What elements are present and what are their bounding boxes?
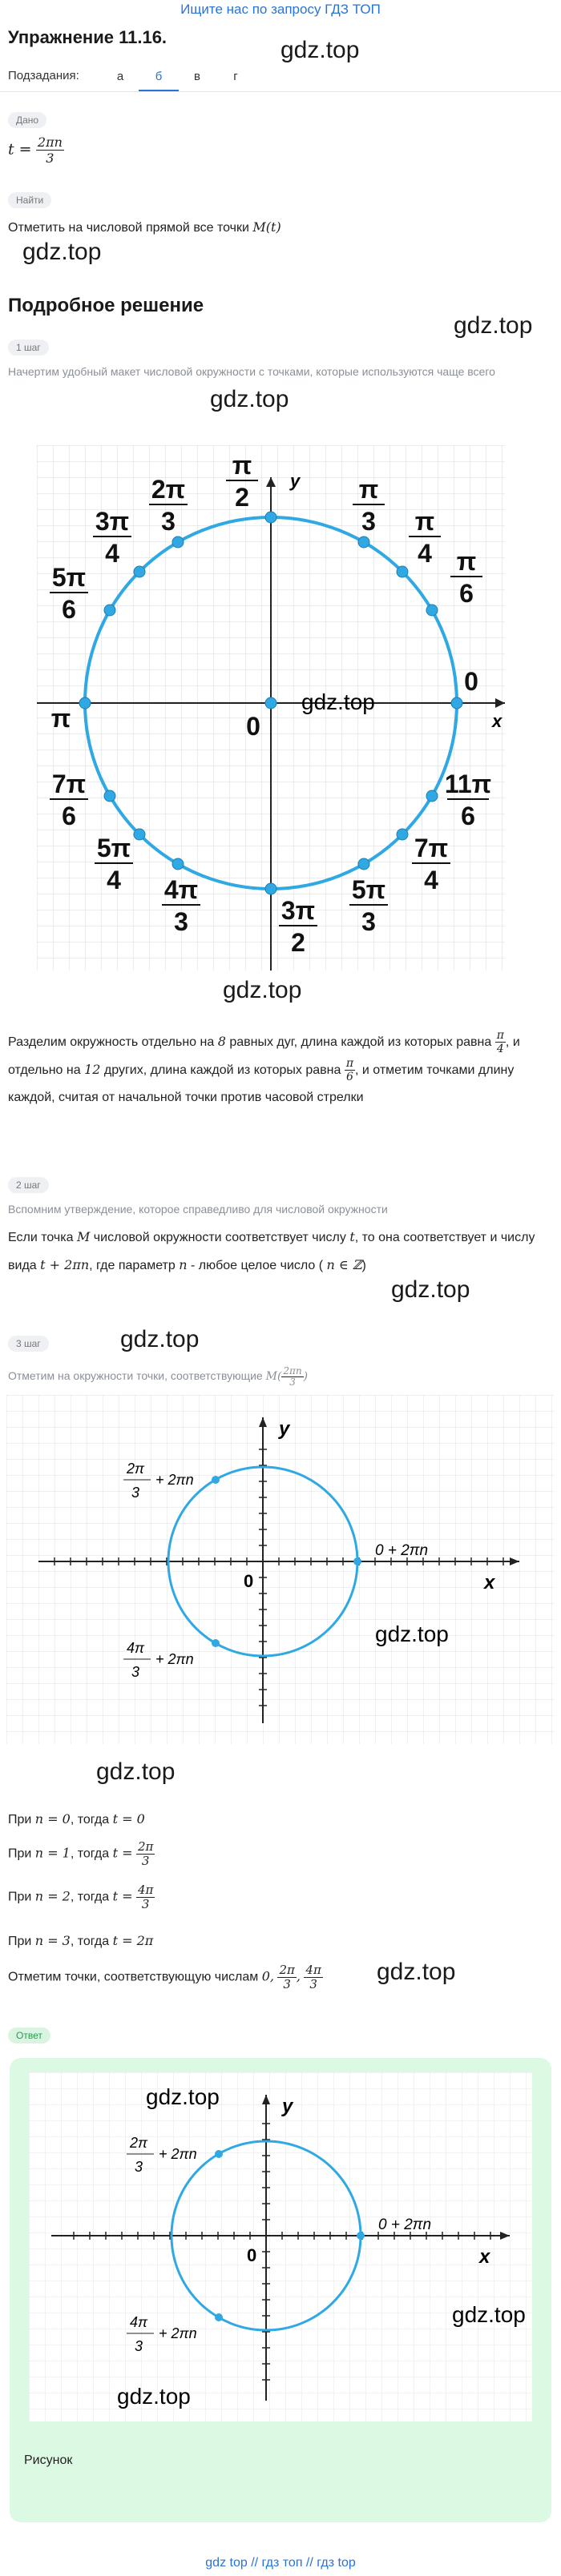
label-3pi2-num: 3π <box>280 896 316 925</box>
case-res: t = <box>112 1845 133 1861</box>
label-5pi6-num: 5π <box>51 563 87 592</box>
case-cond: n = 0 <box>34 1811 71 1827</box>
case-frac-num: 4π <box>137 1883 154 1897</box>
mark-text: Отметим точки, соответствующую числам 0, $\frac{2\pi}{3}$ , $\frac{4\pi}{3}$ <box>8 1963 321 1991</box>
point-0 <box>353 1557 361 1565</box>
upper-tail: + 2πn <box>155 1472 194 1488</box>
watermark: gdz.top <box>223 977 302 1003</box>
step3-note-frac-den: 3 <box>289 1376 296 1388</box>
answer-figure <box>29 2072 532 2421</box>
tab-a[interactable]: а <box>116 70 124 83</box>
step3-note-frac <box>281 1366 303 1388</box>
label-pi: π <box>50 704 71 733</box>
step2-t3: , то она соответствует и числу вида <box>8 1231 535 1272</box>
label-pi6-num: π <box>456 547 477 576</box>
label-pi4-num: π <box>414 507 435 536</box>
step1-num-8: 8 <box>217 1034 226 1049</box>
label-3pi4-num: 3π <box>95 507 130 536</box>
case-prefix: При <box>8 1935 32 1948</box>
watermark: gdz.top <box>146 2084 220 2109</box>
step2-t1: Если точка <box>8 1231 74 1244</box>
point-origin <box>265 697 276 709</box>
y-axis-label: y <box>282 2096 293 2117</box>
watermark: gdz.top <box>117 2384 191 2409</box>
watermark: gdz.top <box>301 689 375 714</box>
mark-frac-1 <box>277 1963 296 1991</box>
label-7pi4-num: 7π <box>414 834 449 862</box>
origin-label: 0 <box>247 2245 257 2265</box>
label-7pi6-den: 6 <box>62 802 76 830</box>
case-mid: , тогда <box>70 1890 110 1904</box>
divider <box>0 91 561 92</box>
subtasks-label: Подзадания: <box>8 69 79 82</box>
step3-badge: 3 шаг <box>8 1336 49 1352</box>
mark-frac-2-den: 3 <box>309 1977 317 1991</box>
case-prefix: При <box>8 1813 32 1827</box>
label-3pi2-den: 2 <box>291 928 305 957</box>
tab-g[interactable]: г <box>233 70 238 83</box>
y-axis-label: y <box>279 1418 290 1440</box>
footer-links[interactable]: gdz top // гдз топ // гдз top <box>205 2556 356 2570</box>
answer-badge: Ответ <box>8 2027 50 2044</box>
point-pi6 <box>426 605 438 616</box>
mark-frac-2-num: 4π <box>305 1963 321 1977</box>
upper-tail: + 2πn <box>159 2146 197 2162</box>
point-4pi3 <box>172 858 184 870</box>
case-frac <box>136 1883 155 1911</box>
step3-note-text: Отметим на окружности точки, соответствующие <box>8 1369 263 1383</box>
step1-text-e: , и отметим точками длину каждой, считая от начальной точки против часовой стрелки <box>8 1063 515 1104</box>
label-4pi3-den: 3 <box>174 907 188 936</box>
step2-expr: t + 2πn <box>40 1257 90 1272</box>
step1-badge: 1 шаг <box>8 340 49 356</box>
case-0 <box>8 1811 145 1827</box>
label-pi3-num: π <box>358 475 379 504</box>
point-pi3 <box>358 536 369 548</box>
given-num: 2πn <box>37 135 63 150</box>
mark-label: Отметим точки, соответствующую числам <box>8 1970 259 1984</box>
tab-v[interactable]: в <box>194 70 200 83</box>
label-5pi3-den: 3 <box>361 907 376 936</box>
mark-frac-1-den: 3 <box>283 1977 291 1991</box>
case-res: t = 2π <box>112 1933 154 1948</box>
given-badge: Дано <box>8 112 46 128</box>
given-den: 3 <box>46 151 54 166</box>
label-pi2-num: π <box>232 451 252 480</box>
mark-frac-2 <box>304 1963 322 1991</box>
x-axis-label: x <box>479 2246 490 2268</box>
lower-num: 4π <box>130 2314 148 2330</box>
upper-den: 3 <box>135 2159 143 2175</box>
point-2pi3 <box>215 2150 223 2158</box>
case-mid: , тогда <box>70 1847 110 1861</box>
label-2pi3-num: 2π <box>151 475 186 504</box>
given-fraction <box>36 135 64 166</box>
lower-tail: + 2πn <box>159 2325 197 2341</box>
point-pi2 <box>265 512 276 523</box>
step1-text-c: , и отдельно на <box>8 1035 520 1077</box>
step2-badge: 2 шаг <box>8 1177 49 1193</box>
step2-note: Вспомним утверждение, которое справедливо для числовой окружности <box>8 1203 388 1216</box>
watermark: gdz.top <box>454 312 533 339</box>
point-4pi3 <box>215 2313 223 2321</box>
label-3pi4-den: 4 <box>105 539 119 568</box>
case-mid: , тогда <box>70 1935 110 1948</box>
case-cond: n = 1 <box>34 1845 71 1861</box>
case-frac-num: 2π <box>137 1839 154 1854</box>
case-frac-den: 3 <box>141 1854 150 1868</box>
x-axis-label: x <box>492 711 502 731</box>
case-mid: , тогда <box>70 1813 110 1827</box>
label-5pi3-num: 5π <box>351 875 386 904</box>
right-label: 0 + 2πn <box>375 1542 429 1559</box>
point-3pi4 <box>134 566 145 577</box>
solution-heading: Подробное решение <box>8 295 204 316</box>
case-cond: n = 2 <box>34 1888 71 1904</box>
label-pi3-den: 3 <box>361 507 376 536</box>
step3-note-frac-num: 2πn <box>283 1365 302 1376</box>
step2-text <box>8 1224 545 1280</box>
step3-note: Отметим на окружности точки, соответствующие M( $\frac{2\pi n}{3}$ ) <box>8 1365 309 1388</box>
upper-den: 3 <box>131 1485 140 1501</box>
label-7pi6-num: 7π <box>51 770 87 798</box>
label-11pi6-num: 11π <box>444 770 492 798</box>
case-prefix: При <box>8 1847 32 1861</box>
case-1 <box>8 1840 155 1868</box>
mark-frac-1-num: 2π <box>279 1963 295 1977</box>
frac-pi6 <box>345 1057 355 1083</box>
case-prefix: При <box>8 1890 32 1904</box>
label-zero: 0 <box>464 667 478 696</box>
step3-figure <box>6 1395 555 1744</box>
watermark: gdz.top <box>96 1758 176 1785</box>
label-4pi3-num: 4π <box>163 875 199 904</box>
watermark: gdz.top <box>22 239 102 265</box>
point-7pi4 <box>397 829 408 840</box>
case-res: t = 0 <box>112 1811 145 1827</box>
step3-note-M: M <box>265 1370 277 1384</box>
case-frac <box>136 1840 155 1868</box>
point-pi <box>79 697 91 709</box>
step2-n: n <box>179 1257 188 1272</box>
step2-t6: ) <box>361 1259 366 1272</box>
step1-num-12: 12 <box>84 1062 101 1077</box>
find-badge: Найти <box>8 192 51 208</box>
lower-den: 3 <box>131 1664 140 1680</box>
find-text <box>8 219 281 235</box>
step2-set: n ∈ ℤ <box>326 1257 362 1272</box>
frac-pi6-den: 6 <box>345 1071 353 1084</box>
point-2pi3 <box>172 536 184 548</box>
watermark: gdz.top <box>391 1276 470 1303</box>
page-title: Упражнение 11.16. <box>8 27 167 47</box>
point-4pi3 <box>212 1639 220 1647</box>
step1-text-b: равных дуг, длина каждой из которых равна <box>229 1035 492 1049</box>
point-7pi6 <box>104 790 115 802</box>
point-0 <box>357 2232 365 2240</box>
case-3 <box>8 1933 153 1949</box>
step2-t: t <box>349 1229 355 1244</box>
watermark: gdz.top <box>120 1326 200 1352</box>
lower-den: 3 <box>135 2338 143 2354</box>
label-pi4-den: 4 <box>418 539 432 568</box>
label-5pi4-num: 5π <box>96 834 131 862</box>
y-axis-label: y <box>290 471 301 491</box>
point-5pi3 <box>358 858 369 870</box>
label-5pi6-den: 6 <box>62 595 76 624</box>
step2-M: M <box>76 1229 91 1244</box>
label-5pi4-den: 4 <box>107 866 121 894</box>
unit-circle-figure <box>37 445 505 971</box>
point-5pi6 <box>104 605 115 616</box>
lower-num: 4π <box>127 1640 145 1656</box>
step1-text-a: Разделим окружность отдельно на <box>8 1035 215 1049</box>
lower-tail: + 2πn <box>155 1651 194 1667</box>
step1-note: Начертим удобный макет числовой окружности с точками, которые используются чаще всего <box>8 365 495 378</box>
label-11pi6-den: 6 <box>461 802 475 830</box>
given-formula <box>8 135 64 166</box>
search-hint-bar[interactable]: Ищите нас по запросу ГДЗ ТОП <box>180 2 381 17</box>
find-math: M(t) <box>252 219 281 235</box>
point-3pi2 <box>265 883 276 894</box>
grid <box>6 1395 555 1744</box>
mark-zero: 0, <box>261 1968 274 1984</box>
frac-pi4 <box>495 1029 506 1055</box>
point-0 <box>451 697 462 709</box>
origin-label: 0 <box>244 1571 254 1591</box>
step2-t5: - любое целое число ( <box>191 1259 324 1272</box>
frac-pi4-den: 4 <box>496 1043 504 1056</box>
watermark: gdz.top <box>377 1959 456 1985</box>
right-label: 0 + 2πn <box>378 2216 432 2233</box>
answer-caption: Рисунок <box>24 2453 73 2467</box>
step2-t2: числовой окружности соответствует числу <box>93 1231 346 1244</box>
step1-text <box>8 1028 545 1111</box>
watermark: gdz.top <box>210 386 289 412</box>
step1-text-d: других, длина каждой из которых равна <box>103 1063 341 1077</box>
case-cond: n = 3 <box>34 1933 71 1948</box>
point-11pi6 <box>426 790 438 802</box>
label-2pi3-den: 3 <box>161 507 176 536</box>
find-label: Отметить на числовой прямой все точки <box>8 221 249 235</box>
watermark: gdz.top <box>375 1622 449 1646</box>
frac-pi6-num: π <box>345 1057 354 1071</box>
case-frac-den: 3 <box>141 1897 150 1911</box>
label-pi2-den: 2 <box>235 483 249 512</box>
case-res: t = <box>112 1888 133 1904</box>
upper-num: 2π <box>127 1461 145 1477</box>
grid <box>29 2072 532 2421</box>
label-origin: 0 <box>246 712 260 741</box>
frac-pi4-num: π <box>496 1029 504 1043</box>
x-axis-label: x <box>484 1572 495 1593</box>
watermark: gdz.top <box>280 37 360 63</box>
label-7pi4-den: 4 <box>424 866 438 894</box>
watermark: gdz.top <box>452 2302 526 2327</box>
label-pi6-den: 6 <box>459 579 474 608</box>
upper-num: 2π <box>130 2135 148 2151</box>
case-2 <box>8 1883 155 1911</box>
point-2pi3 <box>212 1476 220 1484</box>
point-pi4 <box>397 566 408 577</box>
tab-b[interactable]: б <box>139 64 179 92</box>
given-lhs: t = <box>8 140 32 159</box>
step2-t4: , где параметр <box>89 1259 176 1272</box>
point-5pi4 <box>134 829 145 840</box>
